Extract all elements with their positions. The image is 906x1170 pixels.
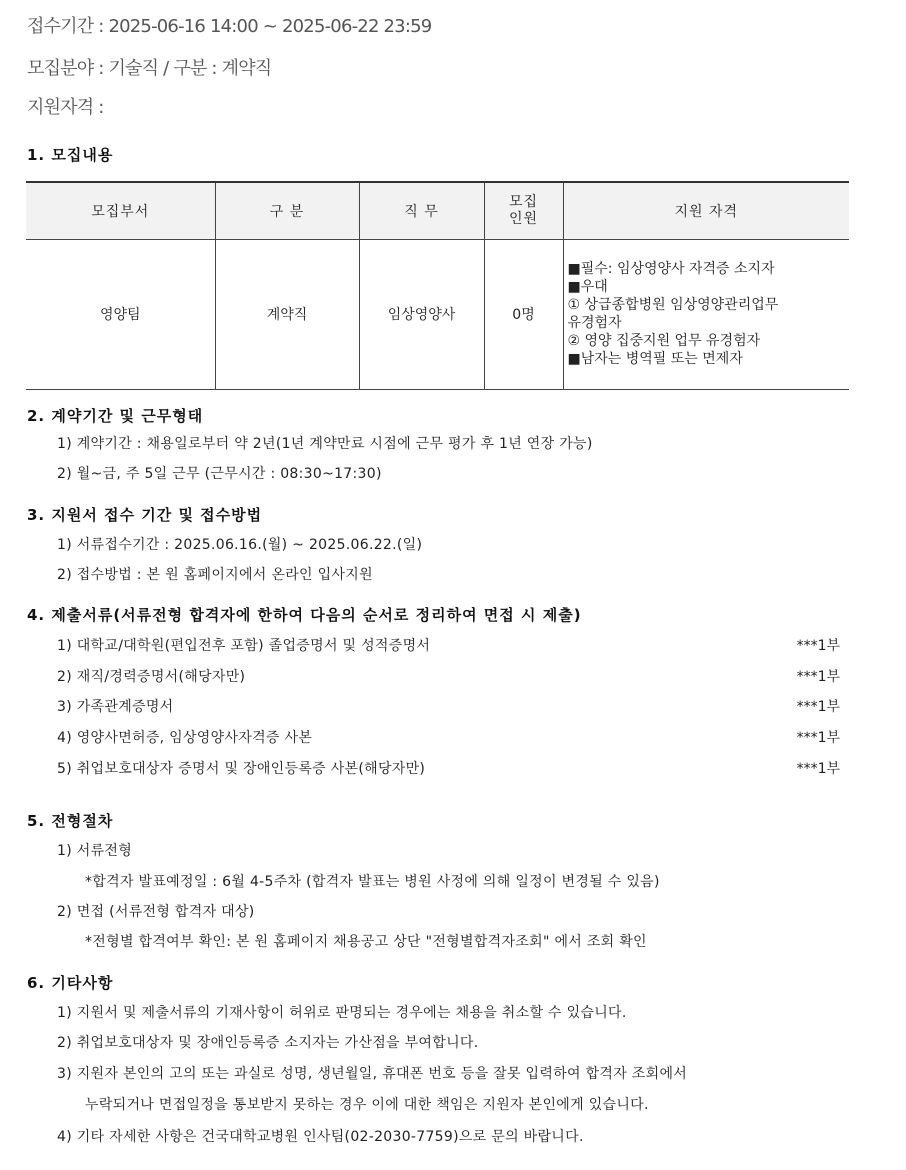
receipt-method: 2) 접수방법 : 본 원 홈페이지에서 온라인 입사지원 bbox=[57, 567, 373, 583]
document-item: 2) 재직/경력증명서(해당자만) bbox=[57, 669, 246, 685]
header-count-line2: 인원 bbox=[508, 210, 539, 227]
process-note: *합격자 발표예정일 : 6월 4-5주차 (합격자 발표는 병원 사정에 의해 일정이 변경될 수 있음) bbox=[85, 874, 660, 890]
recruit-table bbox=[26, 181, 849, 390]
cell-job: 임상영양사 bbox=[359, 239, 484, 389]
application-period: 접수기간 : 2025-06-16 14:00 ~ 2025-06-22 23:59 bbox=[27, 16, 432, 37]
document-count: ***1부 bbox=[796, 730, 840, 746]
header-job: 직 무 bbox=[359, 182, 484, 239]
document-item: 1) 대학교/대학원(편입전후 포함) 졸업증명서 및 성적증명서 bbox=[57, 638, 431, 654]
process-step: 2) 면접 (서류전형 합격자 대상) bbox=[57, 904, 255, 920]
section-2-title: 2. 계약기간 및 근무형태 bbox=[27, 407, 204, 425]
note-item: 4) 기타 자세한 사항은 건국대학교병원 인사팀(02-2030-7759)으로 문의 바랍니다. bbox=[57, 1129, 584, 1145]
qualification-label: 지원자격 : bbox=[27, 97, 104, 118]
qual-line: ② 영양 집중지원 업무 유경험자 bbox=[567, 333, 761, 349]
note-item-continued: 누락되거나 면접일정을 통보받지 못하는 경우 이에 대한 책임은 지원자 본인에게 있습니다. bbox=[85, 1097, 649, 1113]
header-count bbox=[484, 182, 563, 239]
section-5-title: 5. 전형절차 bbox=[27, 812, 114, 830]
table-row bbox=[26, 239, 849, 389]
section-6-title: 6. 기타사항 bbox=[27, 974, 114, 992]
cell-qualification bbox=[563, 239, 849, 389]
contract-period: 1) 계약기간 : 채용일로부터 약 2년(1년 계약만료 시점에 근무 평가 후 1년 연장 가능) bbox=[57, 436, 593, 452]
document-item: 4) 영양사면허증, 임상영양사자격증 사본 bbox=[57, 730, 313, 746]
document-item: 5) 취업보호대상자 증명서 및 장애인등록증 사본(해당자만) bbox=[57, 761, 426, 777]
document-count: ***1부 bbox=[796, 761, 840, 777]
cell-type: 계약직 bbox=[215, 239, 359, 389]
qual-line: ① 상급종합병원 임상영양관리업무 bbox=[567, 297, 779, 313]
header-type: 구 분 bbox=[215, 182, 359, 239]
document-count: ***1부 bbox=[796, 669, 840, 685]
qual-line: ■필수: 임상영양사 자격증 소지자 bbox=[567, 261, 775, 277]
qual-line: ■우대 bbox=[567, 279, 608, 295]
qual-line: ■남자는 병역필 또는 면제자 bbox=[567, 351, 743, 367]
document-count: ***1부 bbox=[796, 638, 840, 654]
section-3-title: 3. 지원서 접수 기간 및 접수방법 bbox=[27, 506, 263, 524]
section-4-title: 4. 제출서류(서류전형 합격자에 한하여 다음의 순서로 정리하여 면접 시 제출) bbox=[27, 606, 582, 624]
header-qualification: 지원 자격 bbox=[563, 182, 849, 239]
receipt-period: 1) 서류접수기간 : 2025.06.16.(월) ~ 2025.06.22.(일) bbox=[57, 537, 423, 553]
cell-count: 0명 bbox=[484, 239, 563, 389]
document-count: ***1부 bbox=[796, 699, 840, 715]
process-note: *전형별 합격여부 확인: 본 원 홈페이지 채용공고 상단 "전형별합격자조회" 에서 조회 확인 bbox=[85, 934, 647, 950]
note-item: 2) 취업보호대상자 및 장애인등록증 소지자는 가산점을 부여합니다. bbox=[57, 1035, 479, 1051]
note-item: 3) 지원자 본인의 고의 또는 과실로 성명, 생년월일, 휴대폰 번호 등을 잘못 입력하여 합격자 조회에서 bbox=[57, 1066, 688, 1082]
document-item: 3) 가족관계증명서 bbox=[57, 699, 174, 715]
process-step: 1) 서류전형 bbox=[57, 843, 133, 859]
table-header-row bbox=[26, 182, 849, 239]
note-item: 1) 지원서 및 제출서류의 기재사항이 허위로 판명되는 경우에는 채용을 취소할 수 있습니다. bbox=[57, 1005, 627, 1021]
work-schedule: 2) 월~금, 주 5일 근무 (근무시간 : 08:30~17:30) bbox=[57, 466, 382, 482]
recruit-field: 모집분야 : 기술직 / 구분 : 계약직 bbox=[27, 58, 272, 79]
header-dept: 모집부서 bbox=[26, 182, 215, 239]
header-count-line1: 모집 bbox=[508, 193, 539, 210]
qual-line: 유경험자 bbox=[567, 315, 622, 331]
section-1-title: 1. 모집내용 bbox=[27, 146, 114, 164]
cell-dept: 영양팀 bbox=[26, 239, 215, 389]
